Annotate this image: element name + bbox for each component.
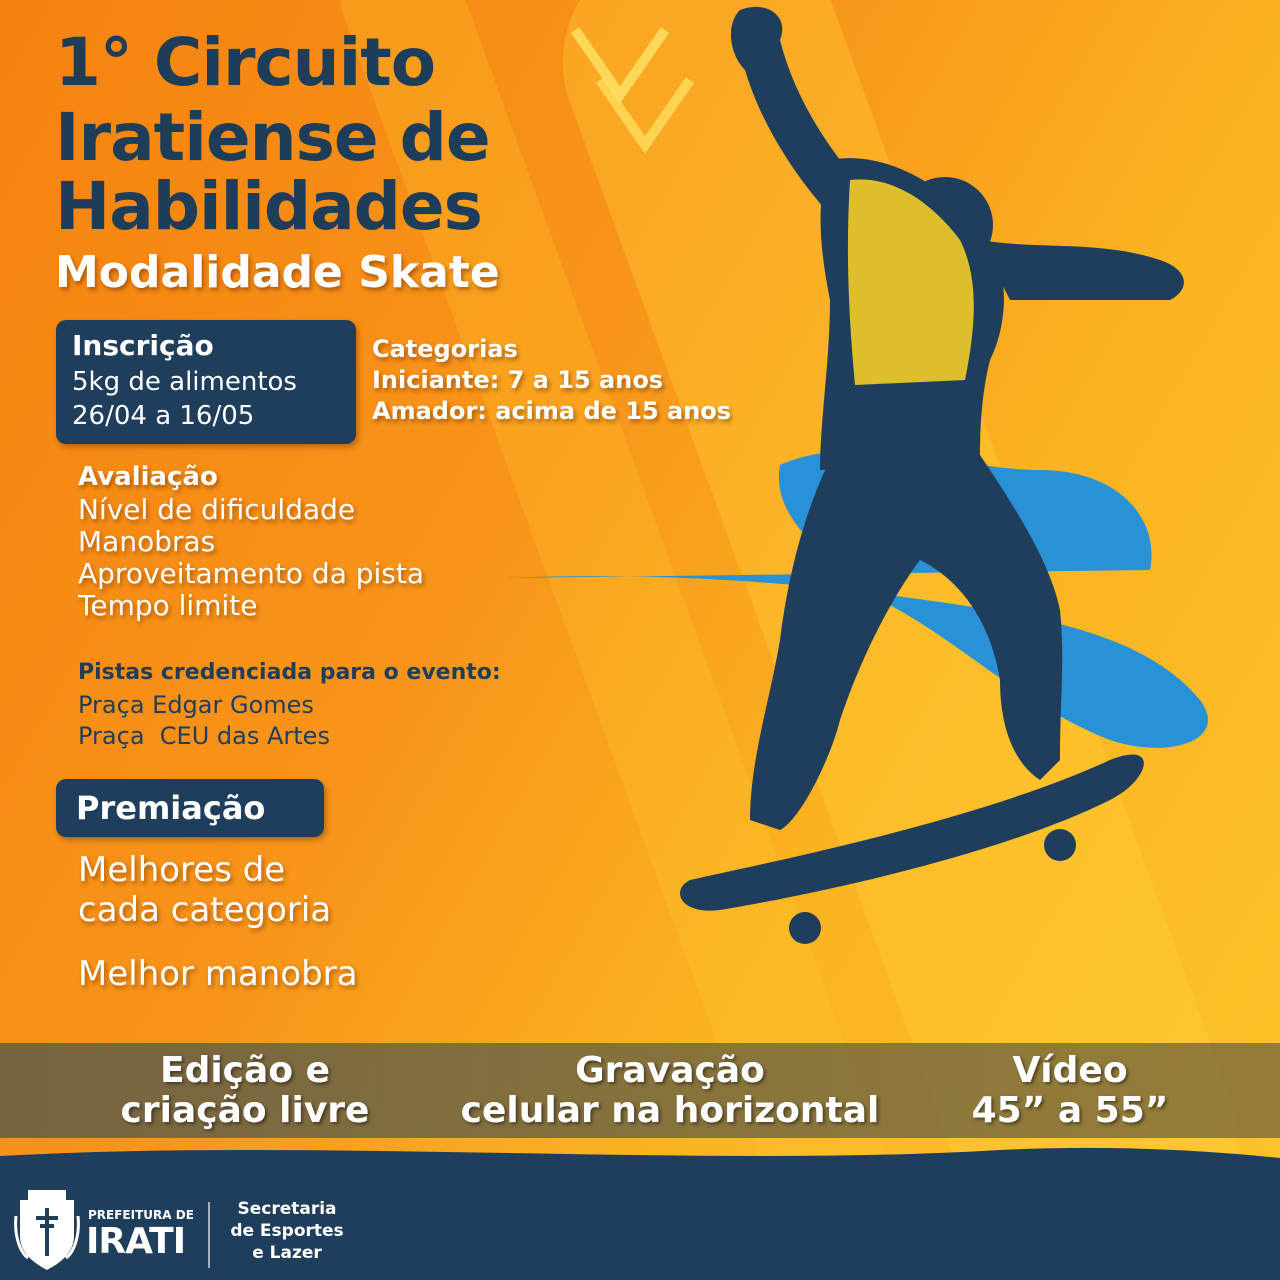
avaliacao-item: Nível de dificuldade	[78, 493, 356, 526]
inscricao-heading: Inscrição	[72, 329, 214, 362]
categorias-heading: Categorias	[372, 335, 518, 363]
info-video	[940, 1051, 1200, 1131]
skateboard-wheel	[789, 912, 821, 944]
categoria-item: Iniciante: 7 a 15 anos	[372, 366, 664, 394]
avaliacao-item: Manobras	[78, 525, 216, 558]
info-video-line2: 45” a 55”	[971, 1090, 1169, 1131]
footer-divider	[208, 1202, 210, 1268]
info-edicao-line2: criação livre	[120, 1090, 370, 1131]
inscricao-box	[56, 320, 356, 444]
avaliacao-heading: Avaliação	[78, 462, 218, 492]
info-video-line1: Vídeo	[1012, 1050, 1128, 1091]
pistas-heading: Pistas credenciada para o evento:	[78, 660, 501, 685]
premiacao-item: cada categoria	[78, 890, 332, 930]
title-line-3: Habilidades	[55, 168, 482, 245]
skater-illustration	[680, 0, 1220, 960]
secretaria-line-1: Secretaria	[237, 1199, 337, 1219]
title-line-1: 1° Circuito	[55, 24, 436, 101]
pista-item: Praça Edgar Gomes	[78, 691, 314, 719]
logo-prefeitura: PREFEITURA DE	[88, 1208, 194, 1222]
info-edicao	[90, 1051, 400, 1131]
info-gravacao-line1: Gravação	[575, 1050, 765, 1091]
secretaria-line-3: e Lazer	[252, 1243, 322, 1263]
subtitle: Modalidade Skate	[55, 247, 500, 298]
categoria-item: Amador: acima de 15 anos	[372, 397, 732, 425]
premiacao-item: Melhores de	[78, 850, 286, 890]
pista-item: Praça CEU das Artes	[78, 722, 330, 750]
premiacao-box	[56, 779, 324, 837]
irati-crest-icon	[14, 1186, 80, 1272]
premiacao-heading: Premiação	[76, 789, 266, 827]
premiacao-item: Melhor manobra	[78, 954, 358, 994]
info-gravacao-line2: celular na horizontal	[460, 1090, 880, 1131]
skateboard-wheel	[1044, 829, 1076, 861]
secretaria-line-2: de Esportes	[230, 1221, 344, 1241]
avaliacao-item: Aproveitamento da pista	[78, 557, 425, 590]
inscricao-dates: 26/04 a 16/05	[72, 401, 255, 431]
skater-legs	[750, 455, 1062, 830]
logo-irati: IRATI	[86, 1221, 186, 1262]
info-bar	[0, 1043, 1280, 1138]
info-edicao-line1: Edição e	[159, 1050, 330, 1091]
info-gravacao	[440, 1051, 900, 1131]
title-line-2: Iratiense de	[55, 99, 490, 176]
inscricao-fee: 5kg de alimentos	[72, 367, 297, 397]
skateboard	[680, 755, 1144, 911]
footer	[0, 1138, 1280, 1280]
avaliacao-item: Tempo limite	[78, 589, 258, 622]
skater-back-arm	[980, 240, 1184, 300]
